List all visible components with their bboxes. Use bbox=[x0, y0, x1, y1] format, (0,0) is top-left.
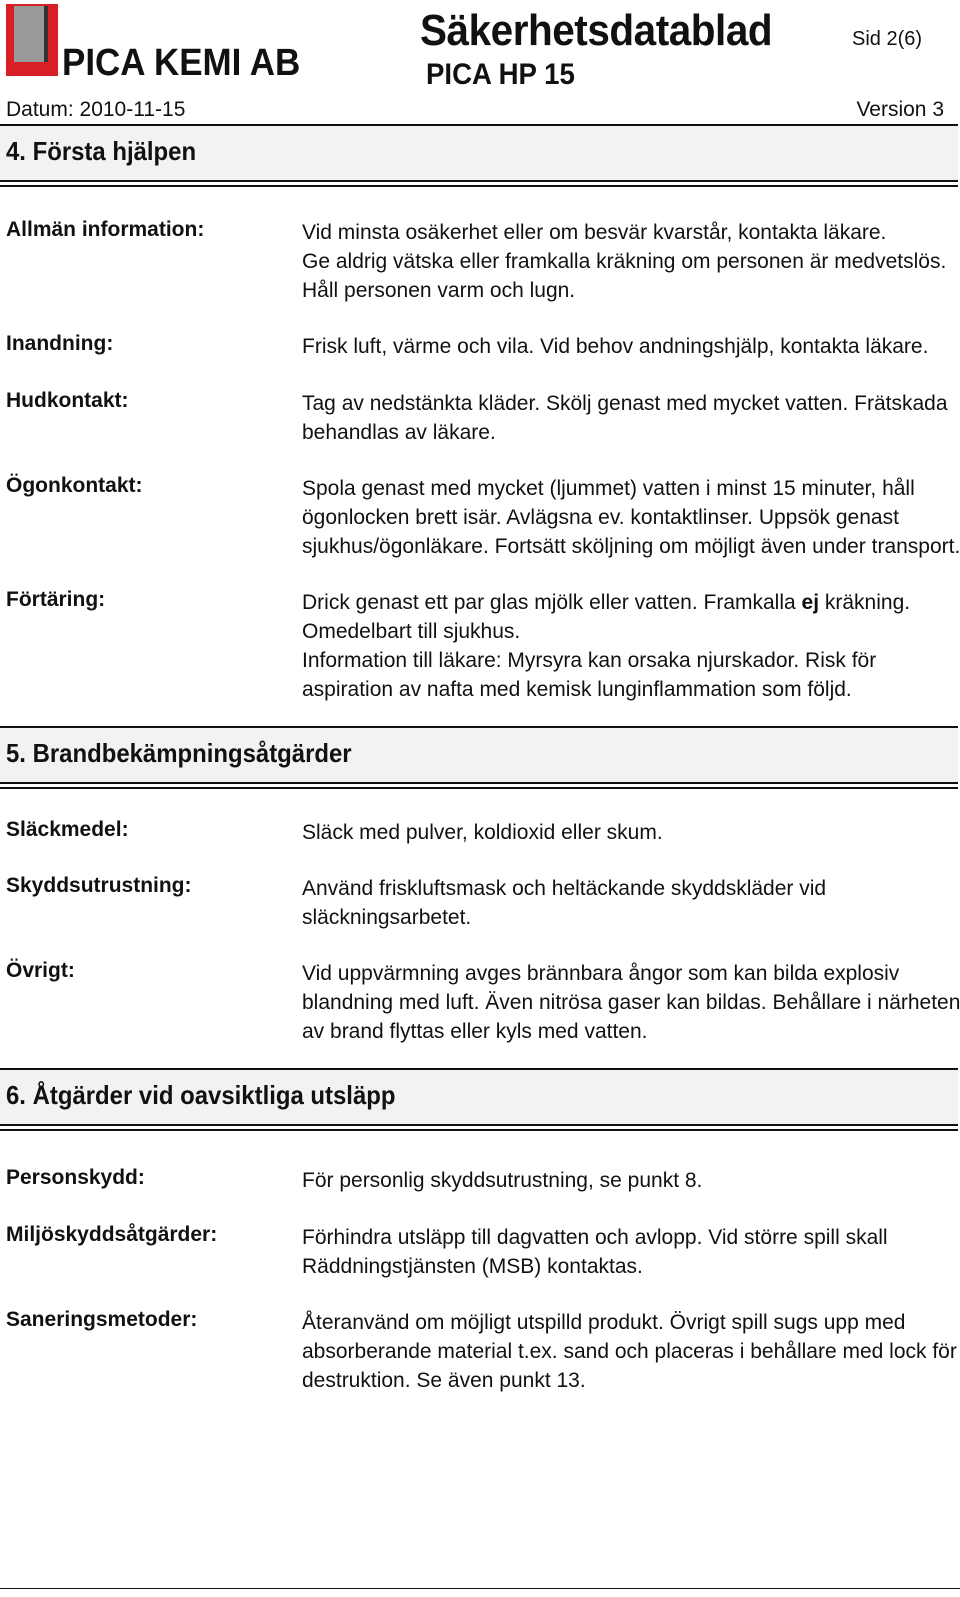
row-text bbox=[302, 818, 950, 847]
row-label: Ögonkontakt: bbox=[6, 474, 143, 497]
text-line: släckningsarbetet. bbox=[302, 906, 472, 929]
row-text bbox=[302, 1166, 950, 1195]
section-title: 4. Första hjälpen bbox=[6, 136, 197, 166]
row-text bbox=[302, 474, 960, 561]
row-text bbox=[302, 874, 950, 932]
text-line: Vid minsta osäkerhet eller om besvär kvarstår, kontakta läkare. bbox=[302, 221, 887, 244]
text-line: destruktion. Se även punkt 13. bbox=[302, 1369, 586, 1392]
row-label: Förtäring: bbox=[6, 588, 106, 611]
row-text bbox=[302, 588, 950, 704]
row-text bbox=[302, 1308, 957, 1395]
row-label: Saneringsmetoder: bbox=[6, 1308, 198, 1331]
row-label: Skyddsutrustning: bbox=[6, 874, 192, 897]
section-title: 6. Åtgärder vid oavsiktliga utsläpp bbox=[6, 1080, 396, 1110]
text-line: blandning med luft. Även nitrösa gaser kan bildas. Behållare i närheten bbox=[302, 991, 960, 1014]
text-line: Vid uppvärmning avges brännbara ångor som kan bilda explosiv bbox=[302, 962, 900, 985]
company-name: PICA KEMI AB bbox=[62, 42, 301, 84]
text-fragment: kräkning. bbox=[819, 591, 911, 614]
row-label: Hudkontakt: bbox=[6, 389, 129, 412]
text-line: Omedelbart till sjukhus. bbox=[302, 620, 521, 643]
footer-divider bbox=[0, 1588, 960, 1589]
page-number: Sid 2(6) bbox=[852, 28, 923, 50]
document-version: Version 3 bbox=[856, 98, 944, 121]
text-fragment: Drick genast ett par glas mjölk eller vatten. Framkalla bbox=[302, 591, 802, 614]
row-label: Släckmedel: bbox=[6, 818, 129, 841]
text-line: Håll personen varm och lugn. bbox=[302, 279, 576, 302]
row-text bbox=[302, 218, 950, 305]
text-line: behandlas av läkare. bbox=[302, 421, 496, 444]
text-line bbox=[302, 588, 950, 617]
text-line: För personlig skyddsutrustning, se punkt 8. bbox=[302, 1169, 703, 1192]
text-line: Tag av nedstänkta kläder. Skölj genast med mycket vatten. Frätskada bbox=[302, 392, 948, 415]
company-logo bbox=[6, 4, 301, 84]
row-label: Övrigt: bbox=[6, 959, 75, 982]
text-line: sjukhus/ögonläkare. Fortsätt sköljning om möjligt även under transport. bbox=[302, 535, 960, 558]
row-label: Inandning: bbox=[6, 332, 114, 355]
text-line: Använd friskluftsmask och heltäckande skyddskläder vid bbox=[302, 877, 827, 900]
row-label: Personskydd: bbox=[6, 1166, 145, 1189]
section-5-header bbox=[0, 726, 958, 784]
text-line: Räddningstjänsten (MSB) kontaktas. bbox=[302, 1255, 643, 1278]
logo-gray-square bbox=[14, 6, 48, 62]
text-line: ögonlocken brett isär. Avlägsna ev. kontaktlinser. Uppsök genast bbox=[302, 506, 899, 529]
emphasis-text: ej bbox=[801, 591, 820, 614]
document-date: Datum: 2010-11-15 bbox=[6, 98, 186, 121]
row-label: Allmän information: bbox=[6, 218, 205, 241]
text-line: Information till läkare: Myrsyra kan orsaka njurskador. Risk för bbox=[302, 649, 877, 672]
text-line: Spola genast med mycket (ljummet) vatten i minst 15 minuter, håll bbox=[302, 477, 915, 500]
row-label: Miljöskyddsåtgärder: bbox=[6, 1223, 218, 1246]
product-name: PICA HP 15 bbox=[426, 58, 575, 91]
text-line: absorberande material t.ex. sand och placeras i behållare med lock för bbox=[302, 1340, 957, 1363]
row-text bbox=[302, 959, 960, 1046]
section-title: 5. Brandbekämpningsåtgärder bbox=[6, 738, 352, 768]
row-text bbox=[302, 389, 950, 447]
text-line: Förhindra utsläpp till dagvatten och avlopp. Vid större spill skall bbox=[302, 1226, 888, 1249]
section-4-header bbox=[0, 124, 958, 182]
text-line: Släck med pulver, koldioxid eller skum. bbox=[302, 821, 663, 844]
text-line: av brand flyttas eller kyls med vatten. bbox=[302, 1020, 648, 1043]
section-6-header bbox=[0, 1068, 958, 1126]
row-text bbox=[302, 1223, 950, 1281]
document-title: Säkerhetsdatablad bbox=[420, 6, 773, 55]
text-line: Ge aldrig vätska eller framkalla kräkning om personen är medvetslös. bbox=[302, 250, 947, 273]
text-line: aspiration av nafta med kemisk lunginflammation som följd. bbox=[302, 678, 852, 701]
text-line: Återanvänd om möjligt utspilld produkt. Övrigt spill sugs upp med bbox=[302, 1311, 906, 1334]
row-text bbox=[302, 332, 950, 361]
text-line: Frisk luft, värme och vila. Vid behov andningshjälp, kontakta läkare. bbox=[302, 335, 929, 358]
